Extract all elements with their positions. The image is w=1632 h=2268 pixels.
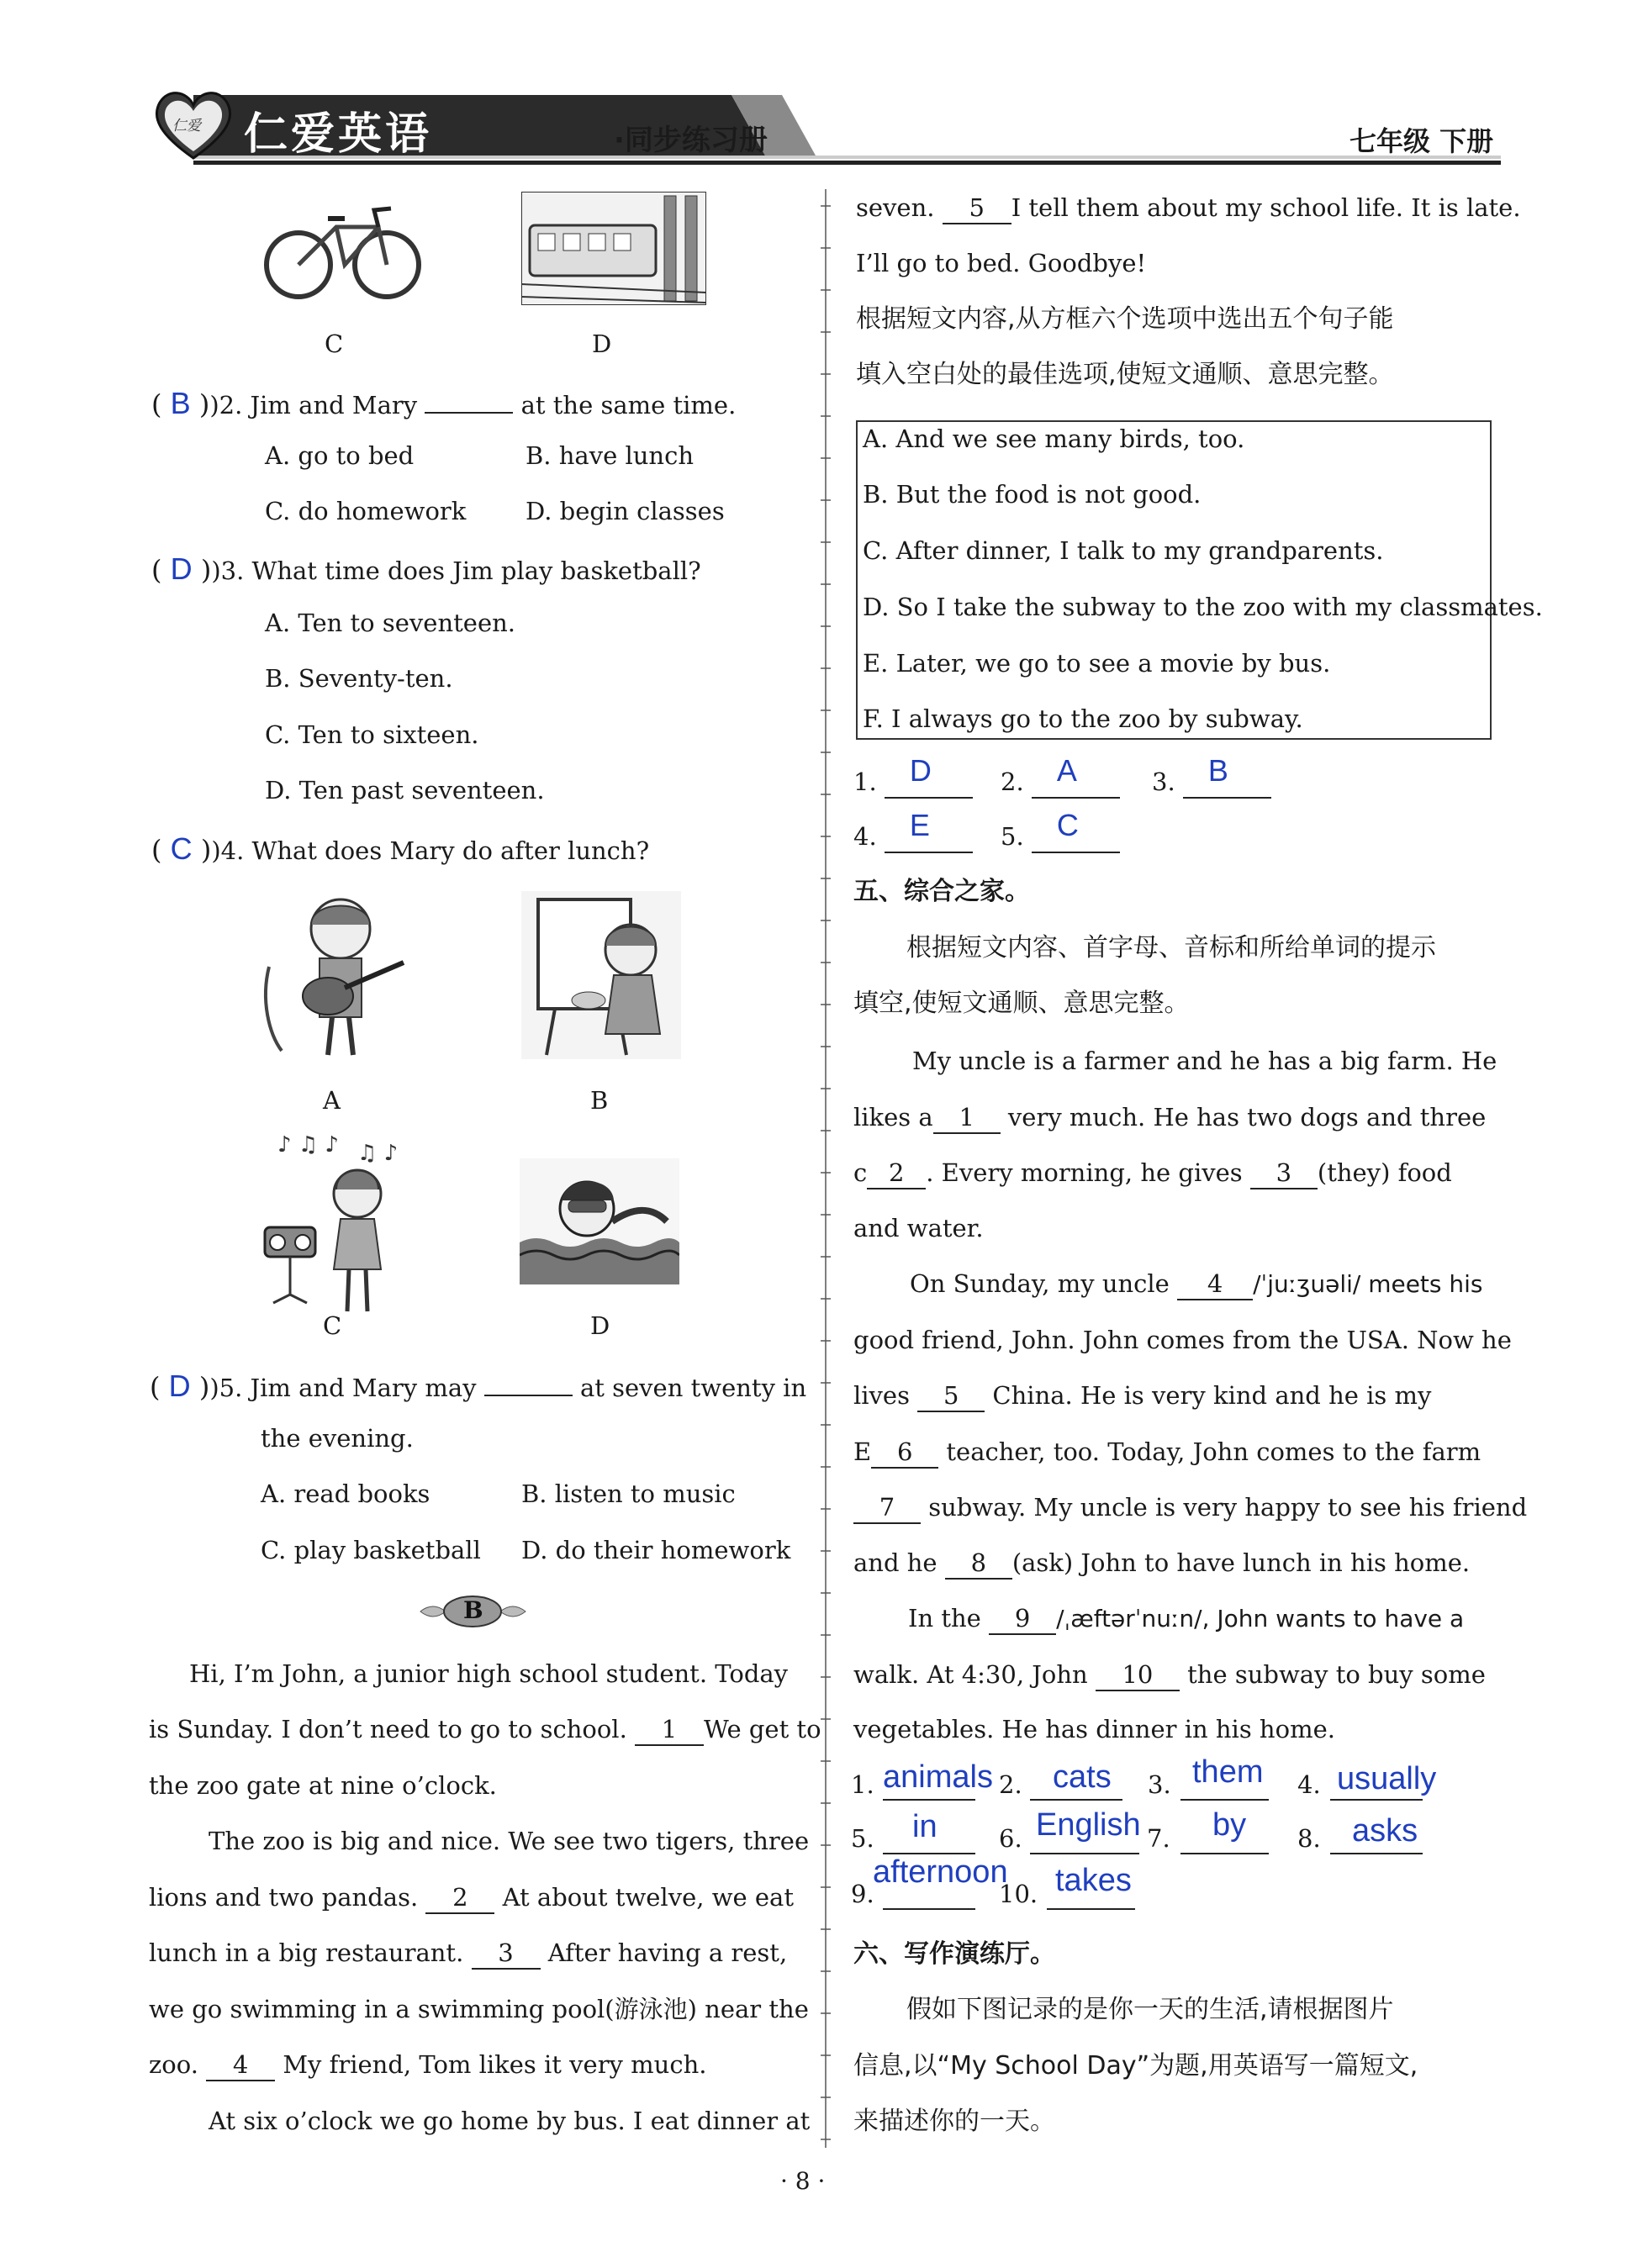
- picture-label-d: D: [590, 1311, 610, 1340]
- q5-option-b: B. listen to music: [521, 1479, 736, 1508]
- s5-answer-10: takes: [1055, 1863, 1132, 1898]
- picture-label-c: C: [323, 1311, 342, 1340]
- passage-line-3: the zoo gate at nine o’clock.: [149, 1771, 497, 1800]
- s5-answer-8: asks: [1352, 1813, 1418, 1849]
- q5-option-a: A. read books: [261, 1479, 430, 1508]
- s5-line-5: On Sunday, my uncle 4 /ˈjuːʒuəli/ meets his: [910, 1269, 1483, 1300]
- svg-text:♫ ♪: ♫ ♪: [357, 1141, 399, 1166]
- passage-line-7: we go swimming in a swimming pool(游泳池) near the: [149, 1995, 809, 2023]
- s5-line-9: 7 subway. My uncle is very happy to see his friend: [853, 1493, 1527, 1524]
- section6-title: 六、写作演练厅。: [853, 1939, 1055, 1969]
- s5-answer-label-1: 1.: [851, 1770, 874, 1799]
- s5-answer-1: animals: [883, 1759, 993, 1795]
- s5-answer-line-6: [1030, 1853, 1139, 1854]
- s5-answer-line-1: [883, 1799, 975, 1801]
- passage-line-1: Hi, I’m John, a junior high school student. Today: [189, 1659, 789, 1688]
- options-box: [856, 420, 1492, 740]
- q2-option-d: D. begin classes: [526, 497, 725, 525]
- s5-answer-label-5: 5.: [851, 1824, 874, 1853]
- s5-answer-7: by: [1212, 1807, 1247, 1843]
- answer-q3: D: [170, 551, 193, 586]
- question-4: ( C ))4. What does Mary do after lunch?: [151, 831, 650, 866]
- passage-end-line-1: seven. 5 I tell them about my school life. It is late.: [856, 193, 1521, 224]
- s5-answer-line-4: [1330, 1799, 1423, 1801]
- box-answer-5: 5. C: [1001, 822, 1120, 853]
- picture-label-b: B: [590, 1086, 609, 1115]
- box-answer-1: 1. D: [853, 767, 973, 799]
- s5-answer-label-8: 8.: [1297, 1824, 1321, 1853]
- s5-answer-line-8: [1330, 1853, 1423, 1854]
- q5-option-c: C. play basketball: [261, 1536, 481, 1564]
- section6-instruction-2: 信息,以“My School Day”为题,用英语写一篇短文,: [853, 2051, 1418, 2081]
- passage-line-6: lunch in a big restaurant. 3 After having a rest,: [149, 1938, 787, 1970]
- box-option-c: C. After dinner, I talk to my grandparents.: [863, 536, 1384, 565]
- s5-answer-line-10: [1047, 1908, 1135, 1910]
- s5-line-1: My uncle is a farmer and he has a big farm. He: [912, 1047, 1497, 1075]
- section6-instruction-3: 来描述你的一天。: [853, 2107, 1055, 2136]
- q3-option-d: D. Ten past seventeen.: [265, 776, 545, 804]
- q5-line2: the evening.: [261, 1424, 414, 1453]
- column-divider: [820, 189, 832, 2148]
- s5-answer-line-7: [1180, 1853, 1269, 1854]
- s5-line-2: likes a 1 very much. He has two dogs and three: [853, 1103, 1486, 1134]
- s5-answer-line-3: [1180, 1799, 1269, 1801]
- box-option-f: F. I always go to the zoo by subway.: [863, 704, 1303, 733]
- box-option-b: B. But the food is not good.: [863, 480, 1202, 509]
- s5-line-4: and water.: [853, 1214, 984, 1242]
- page-number: · 8 ·: [780, 2167, 826, 2195]
- passage-line-9: At six o’clock we go home by bus. I eat dinner at: [209, 2107, 811, 2135]
- s5-answer-9: afternoon: [873, 1854, 1008, 1890]
- instruction-line-2: 填入空白处的最佳选项,使短文通顺、意思完整。: [856, 360, 1394, 389]
- svg-text:♪ ♫ ♪: ♪ ♫ ♪: [277, 1132, 340, 1158]
- passage-line-2: is Sunday. I don’t need to go to school. 1 We get to: [149, 1715, 821, 1746]
- passage-line-4: The zoo is big and nice. We see two tigers, three: [209, 1827, 810, 1855]
- s5-line-3: c 2 . Every morning, he gives 3 (they) food: [853, 1158, 1452, 1189]
- s5-line-8: E 6 teacher, too. Today, John comes to the farm: [853, 1437, 1481, 1469]
- s5-answer-6: English: [1036, 1807, 1141, 1843]
- q3-option-b: B. Seventy-ten.: [265, 664, 453, 693]
- s5-answer-label-10: 10.: [999, 1880, 1038, 1908]
- q2-option-a: A. go to bed: [265, 441, 415, 470]
- s5-answer-label-4: 4.: [1297, 1770, 1321, 1799]
- box-option-e: E. Later, we go to see a movie by bus.: [863, 649, 1331, 678]
- bicycle-picture: [261, 193, 429, 303]
- header: [143, 80, 1501, 172]
- section5-instruction-2: 填空,使短文通顺、意思完整。: [853, 989, 1190, 1018]
- girl-painting-picture: [521, 891, 681, 1059]
- boy-swimming-picture: [520, 1158, 679, 1284]
- s5-answer-3: them: [1192, 1754, 1264, 1790]
- s5-line-12: walk. At 4:30, John 10 the subway to buy some: [853, 1660, 1486, 1691]
- logo-text: 仁爱: [172, 118, 201, 134]
- subway-picture: [521, 192, 706, 305]
- answer-q2: B: [170, 386, 191, 420]
- s5-answer-label-9: 9.: [851, 1880, 874, 1908]
- answer-q5: D: [168, 1369, 191, 1403]
- question-2: ( B ))2. Jim and Mary at the same time.: [151, 386, 737, 420]
- s5-answer-4: usually: [1337, 1761, 1437, 1796]
- s5-answer-label-2: 2.: [999, 1770, 1022, 1799]
- s5-answer-5: in: [912, 1809, 937, 1844]
- header-subtitle: ·同步练习册: [614, 124, 768, 157]
- answer-q4: C: [170, 831, 193, 866]
- q3-option-a: A. Ten to seventeen.: [265, 609, 516, 637]
- box-answer-4: 4. E: [853, 822, 973, 853]
- s5-answer-label-7: 7.: [1147, 1824, 1170, 1853]
- s5-answer-label-6: 6.: [999, 1824, 1022, 1853]
- q2-option-c: C. do homework: [265, 497, 467, 525]
- s5-answer-label-3: 3.: [1148, 1770, 1171, 1799]
- picture-label-a: A: [323, 1086, 341, 1115]
- s5-answer-line-9: [883, 1908, 975, 1910]
- s5-line-6: good friend, John. John comes from the USA. Now he: [853, 1326, 1512, 1354]
- s5-answer-2: cats: [1053, 1759, 1112, 1795]
- q2-option-b: B. have lunch: [526, 441, 695, 470]
- passage-end-line-2: I’ll go to bed. Goodbye!: [856, 249, 1147, 277]
- brand-title: 仁爱英语: [244, 109, 433, 160]
- box-option-a: A. And we see many birds, too.: [863, 425, 1245, 453]
- instruction-line-1: 根据短文内容,从方框六个选项中选出五个句子能: [856, 304, 1394, 334]
- s5-line-13: vegetables. He has dinner in his home.: [853, 1715, 1335, 1743]
- section6-instruction-1: 假如下图记录的是你一天的生活,请根据图片: [906, 1995, 1394, 2024]
- box-option-d: D. So I take the subway to the zoo with my classmates.: [863, 593, 1543, 621]
- s5-answer-line-2: [1030, 1799, 1122, 1801]
- box-answer-2: 2. A: [1001, 767, 1120, 799]
- s5-line-7: lives 5 China. He is very kind and he is my: [853, 1381, 1431, 1412]
- section-b-label: B: [463, 1596, 483, 1624]
- q3-option-c: C. Ten to sixteen.: [265, 720, 479, 749]
- question-5: ( D ))5. Jim and Mary may at seven twenty in: [150, 1369, 807, 1403]
- girl-guitar-picture: [261, 891, 412, 1059]
- box-answer-3: 3. B: [1152, 767, 1271, 799]
- s5-line-10: and he 8 (ask) John to have lunch in his home.: [853, 1548, 1470, 1580]
- passage-line-8: zoo. 4 My friend, Tom likes it very much.: [149, 2050, 706, 2081]
- girl-music-picture: [256, 1126, 408, 1320]
- question-3: ( D ))3. What time does Jim play basketball?: [151, 551, 701, 586]
- picture-label-d-top: D: [592, 330, 612, 358]
- q5-option-d: D. do their homework: [521, 1536, 791, 1564]
- picture-label-c-top: C: [325, 330, 344, 358]
- section5-title: 五、综合之家。: [853, 877, 1030, 906]
- s5-line-11: In the 9 /ˌæftərˈnuːn/, John wants to have a: [908, 1604, 1464, 1635]
- passage-line-5: lions and two pandas. 2 At about twelve, we eat: [149, 1883, 794, 1914]
- section-b-badge: [416, 1593, 530, 1630]
- grade-label: 七年级 下册: [1349, 125, 1494, 157]
- section5-instruction-1: 根据短文内容、首字母、音标和所给单词的提示: [906, 933, 1436, 963]
